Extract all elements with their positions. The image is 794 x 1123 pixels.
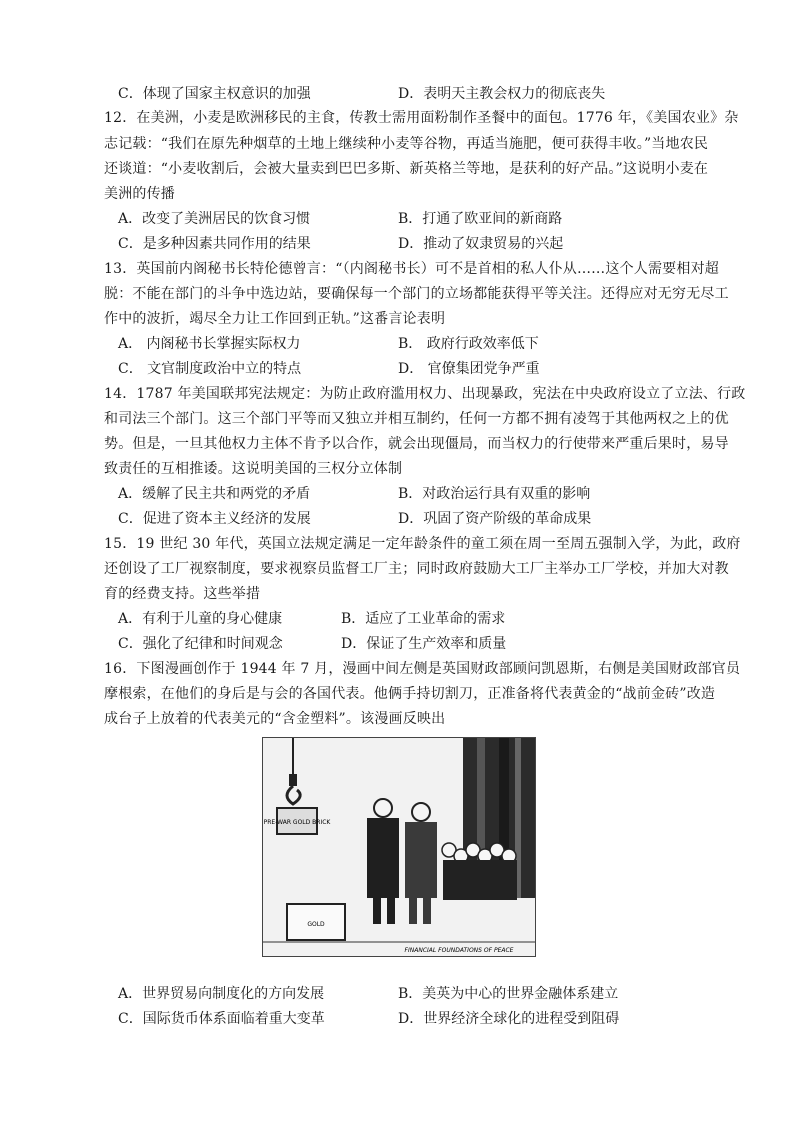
box-label: GOLD [307,921,325,928]
q13-option-a[interactable]: A． 内阁秘书长掌握实际权力 [118,336,301,352]
q16-option-d[interactable]: D．世界经济全球化的进程受到阻碍 [398,1011,620,1027]
q15-option-b[interactable]: B．适应了工业革命的需求 [341,611,506,627]
q16-option-b[interactable]: B．美英为中心的世界金融体系建立 [398,986,619,1002]
q13-option-c[interactable]: C． 文官制度政治中立的特点 [118,361,302,377]
q12-option-b[interactable]: B．打通了欧亚间的新商路 [398,211,563,227]
q16-stem-line-1: 16．下图漫画创作于 1944 年 7 月，漫画中间左侧是英国财政部顾问凯恩斯，右侧是美国财政部官员 [104,661,741,677]
q12-option-a[interactable]: A．改变了美洲居民的饮食习惯 [118,211,311,227]
q14-stem-line-1: 14．1787 年美国联邦宪法规定：为防止政府滥用权力、出现暴政，宪法在中央政府设立了立法、行政 [104,386,746,402]
q14-stem-line-2: 和司法三个部门。这三个部门平等而又独立并相互制约，任何一方都不拥有凌驾于其他两权之上的优 [104,411,729,427]
q15-stem-line-3: 育的经费支持。这些举措 [104,586,261,602]
q15-option-a[interactable]: A．有利于儿童的身心健康 [118,611,283,627]
q16-option-a[interactable]: A．世界贸易向制度化的方向发展 [118,986,325,1002]
q13-option-b[interactable]: B． 政府行政效率低下 [398,336,539,352]
q12-stem-line-4: 美洲的传播 [104,186,175,202]
q13-stem-line-1: 13．英国前内阁秘书长特伦德曾言：“（内阁秘书长）可不是首相的私人仆从……这个人需要相对超 [104,261,719,277]
q14-option-d[interactable]: D．巩固了资产阶级的革命成果 [398,511,592,527]
q16-stem-line-3: 成台子上放着的代表美元的“含金塑料”。该漫画反映出 [104,711,446,727]
q13-stem-line-3: 作中的波折，竭尽全力让工作回到正轨。”这番言论表明 [104,311,446,327]
q14-option-a[interactable]: A．缓解了民主共和两党的矛盾 [118,486,311,502]
q14-option-c[interactable]: C．促进了资本主义经济的发展 [118,511,311,527]
q16-stem-line-2: 摩根索，在他们的身后是与会的各国代表。他俩手持切割刀，正准备将代表黄金的“战前金砖”改造 [104,686,716,702]
q14-option-b[interactable]: B．对政治运行具有双重的影响 [398,486,591,502]
cartoon-drawing [263,738,535,956]
q12-stem-line-2: 志记载：“我们在原先种烟草的土地上继续种小麦等谷物，再适当施肥，便可获得丰收。”当地农民 [104,136,709,152]
q12-stem-line-1: 12．在美洲，小麦是欧洲移民的主食，传教士需用面粉制作圣餐中的面包。1776 年，《美国农业》杂 [104,110,739,126]
q13-stem-line-2: 脱：不能在部门的斗争中选边站，要确保每一个部门的立场都能获得平等关注。还得应对无穷无尽工 [104,286,729,302]
q15-option-d[interactable]: D．保证了生产效率和质量 [341,636,507,652]
cartoon-caption: FINANCIAL FOUNDATIONS OF PEACE [404,947,514,954]
brick-label: PRE-WAR GOLD BRICK [263,819,331,826]
q16-cartoon [262,737,536,957]
q13-option-d[interactable]: D． 官僚集团党争严重 [398,361,540,377]
q15-stem-line-2: 还创设了工厂视察制度，要求视察员监督工厂主；同时政府鼓励大工厂主举办工厂学校，并加大对教 [104,561,729,577]
q16-option-c[interactable]: C．国际货币体系面临着重大变革 [118,1011,325,1027]
q12-option-d[interactable]: D．推动了奴隶贸易的兴起 [398,236,564,252]
q12-stem-line-3: 还谈道：“小麦收割后，会被大量卖到巴巴多斯、新英格兰等地，是获利的好产品。”这说明小麦在 [104,161,709,177]
q12-option-c[interactable]: C．是多种因素共同作用的结果 [118,236,311,252]
q11-option-d[interactable]: D．表明天主教会权力的彻底丧失 [398,86,606,102]
q15-stem-line-1: 15．19 世纪 30 年代，英国立法规定满足一定年龄条件的童工须在周一至周五强制入学，为此，政府 [104,536,741,552]
q15-option-c[interactable]: C．强化了纪律和时间观念 [118,636,283,652]
q14-stem-line-3: 势。但是，一旦其他权力主体不肯予以合作，就会出现僵局，而当权力的行使带来严重后果时，易导 [104,436,729,452]
q14-stem-line-4: 致责任的互相推诿。这说明美国的三权分立体制 [104,461,403,477]
q11-option-c[interactable]: C．体现了国家主权意识的加强 [118,86,311,102]
